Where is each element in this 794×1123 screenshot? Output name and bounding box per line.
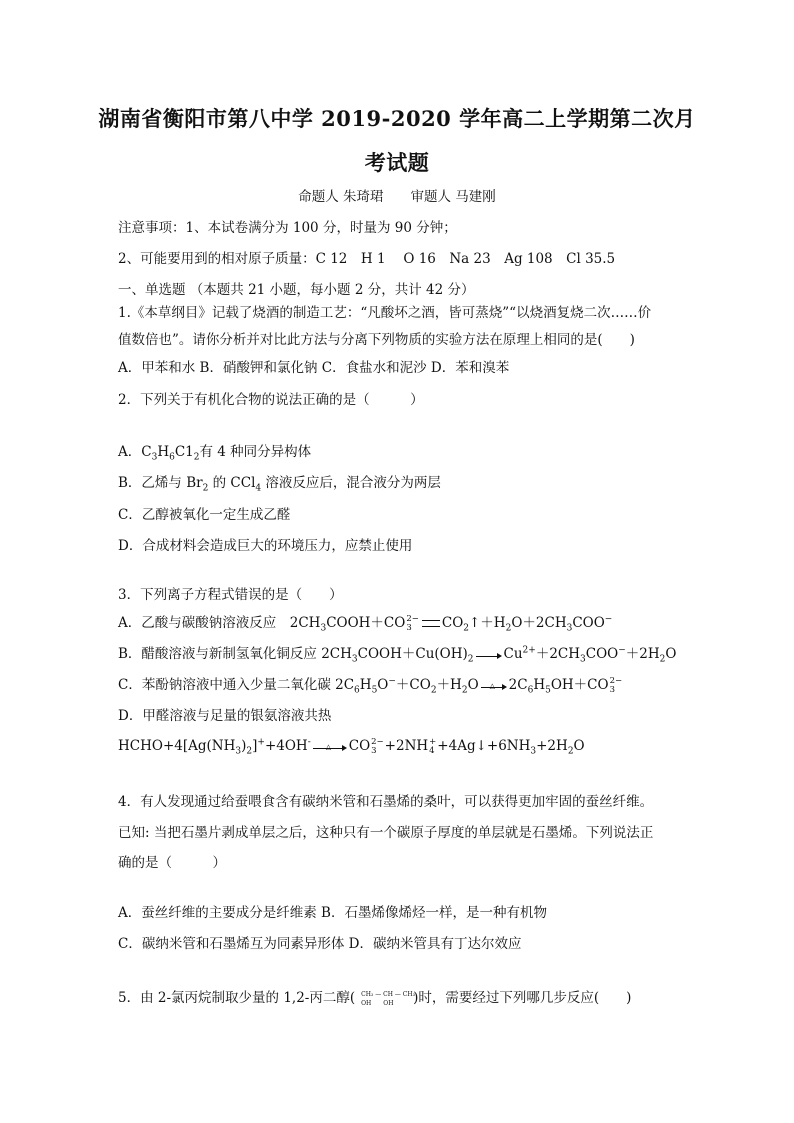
q2-option-b: B．乙烯与 $Br_2$ 的 CCl$_4$ 溶液反应后，混合液分为两层 <box>118 475 441 494</box>
q4-stem-line3: 确的是（ ） <box>118 855 226 871</box>
section-heading: 一、单选题 （本题共 21 小题，每小题 2 分，共计 42 分） <box>118 282 475 298</box>
q1-options: A．甲苯和水 B．硝酸钾和氯化钠 C．食盐水和泥沙 D．苯和溴苯 <box>118 360 510 376</box>
q3-option-c: C．苯酚钠溶液中通入少量二氧化碳 $2C_6H_5O^-+CO_2+H_2O$ △ $2C_6H_5OH+CO$ 2− 3 <box>118 675 623 696</box>
reaction-arrow <box>476 650 502 660</box>
q1-stem-line1: 1.《本草纲目》记载了烧酒的制造工艺：“凡酸坏之酒，皆可蒸烧”“以烧酒复烧二次……价 <box>118 305 652 321</box>
ammonium-charge: + 4 <box>429 736 437 756</box>
q3-stem: 3．下列离子方程式错误的是（ ） <box>118 587 343 603</box>
exam-title-line2: 考试题 <box>364 150 430 175</box>
q1-stem-line2: 值数倍也”。请你分析并对比此方法与分离下列物质的实验方法在原理上相同的是( ) <box>118 332 635 348</box>
q3-option-b: B．醋酸溶液与新制氢氧化铜反应 $2CH_3COOH+Cu(OH)_2$ $Cu^{2+}+2CH_3COO^-+2H_2O$ <box>118 645 677 665</box>
q2-stem: 2．下列关于有机化合物的说法正确的是（ ） <box>118 392 424 408</box>
q3-option-d-equation: $HCHO+4[Ag(NH_3)_2]^++4OH^-$ △ CO 2− 3 +2NH + 4 $+4Ag↓+6NH_3+2H_2O$ <box>118 736 585 757</box>
carbonate-charge: 2− 3 <box>406 613 419 633</box>
exam-title-line1: 湖南省衡阳市第八中学 2019-2020 学年高二上学期第二次月 <box>98 106 696 131</box>
equals-sign <box>422 620 440 627</box>
carbonate-charge: 2− 3 <box>609 675 623 695</box>
q2-option-a: A．$C_3H_6C1_2$有 4 种同分异构体 <box>118 444 312 463</box>
heat-arrow: △ <box>481 681 507 691</box>
heat-arrow: △ <box>313 742 347 752</box>
q2-option-c: C．乙醇被氧化一定生成乙醛 <box>118 507 291 523</box>
propanediol-structure: CH₂ — CH — CH₃ OH OH <box>361 990 416 1007</box>
q5-stem: 5．由 2-氯丙烷制取少量的 1,2-丙二醇( CH₂ — CH — CH₃ OH OH )时，需要经过下列哪几步反应( ) <box>118 990 632 1007</box>
q3-option-a: A．乙酸与碳酸钠溶液反应 $2CH_3COOH+CO$ 2− 3 $CO_2↑+H_2O+2CH_3COO^-$ <box>118 613 613 634</box>
q3-option-d: D．甲醛溶液与足量的银氨溶液共热 <box>118 708 332 724</box>
q4-stem-line1: 4．有人发现通过给蚕喂食含有碳纳米管和石墨烯的桑叶，可以获得更加牢固的蚕丝纤维。 <box>118 794 654 810</box>
atomic-mass-line: 2、可能要用到的相对原子质量：C 12 H 1 O 16 Na 23 Ag 108 Cl 35.5 <box>118 251 616 267</box>
q4-stem-line2: 已知: 当把石墨片剥成单层之后，这种只有一个碳原子厚度的单层就是石墨烯。下列说法正 <box>118 825 654 841</box>
q4-options-line1: A．蚕丝纤维的主要成分是纤维素 B．石墨烯像烯烃一样，是一种有机物 <box>118 905 547 921</box>
notice-line: 注意事项：1、本试卷满分为 100 分，时量为 90 分钟； <box>118 220 457 236</box>
q4-options-line2: C．碳纳米管和石墨烯互为同素异形体 D．碳纳米管具有丁达尔效应 <box>118 936 522 952</box>
carbonate-charge: 2− 3 <box>371 736 384 756</box>
authors-line: 命题人 朱琦珺 审题人 马建刚 <box>298 189 496 205</box>
q2-option-d: D．合成材料会造成巨大的环境压力，应禁止使用 <box>118 538 413 554</box>
